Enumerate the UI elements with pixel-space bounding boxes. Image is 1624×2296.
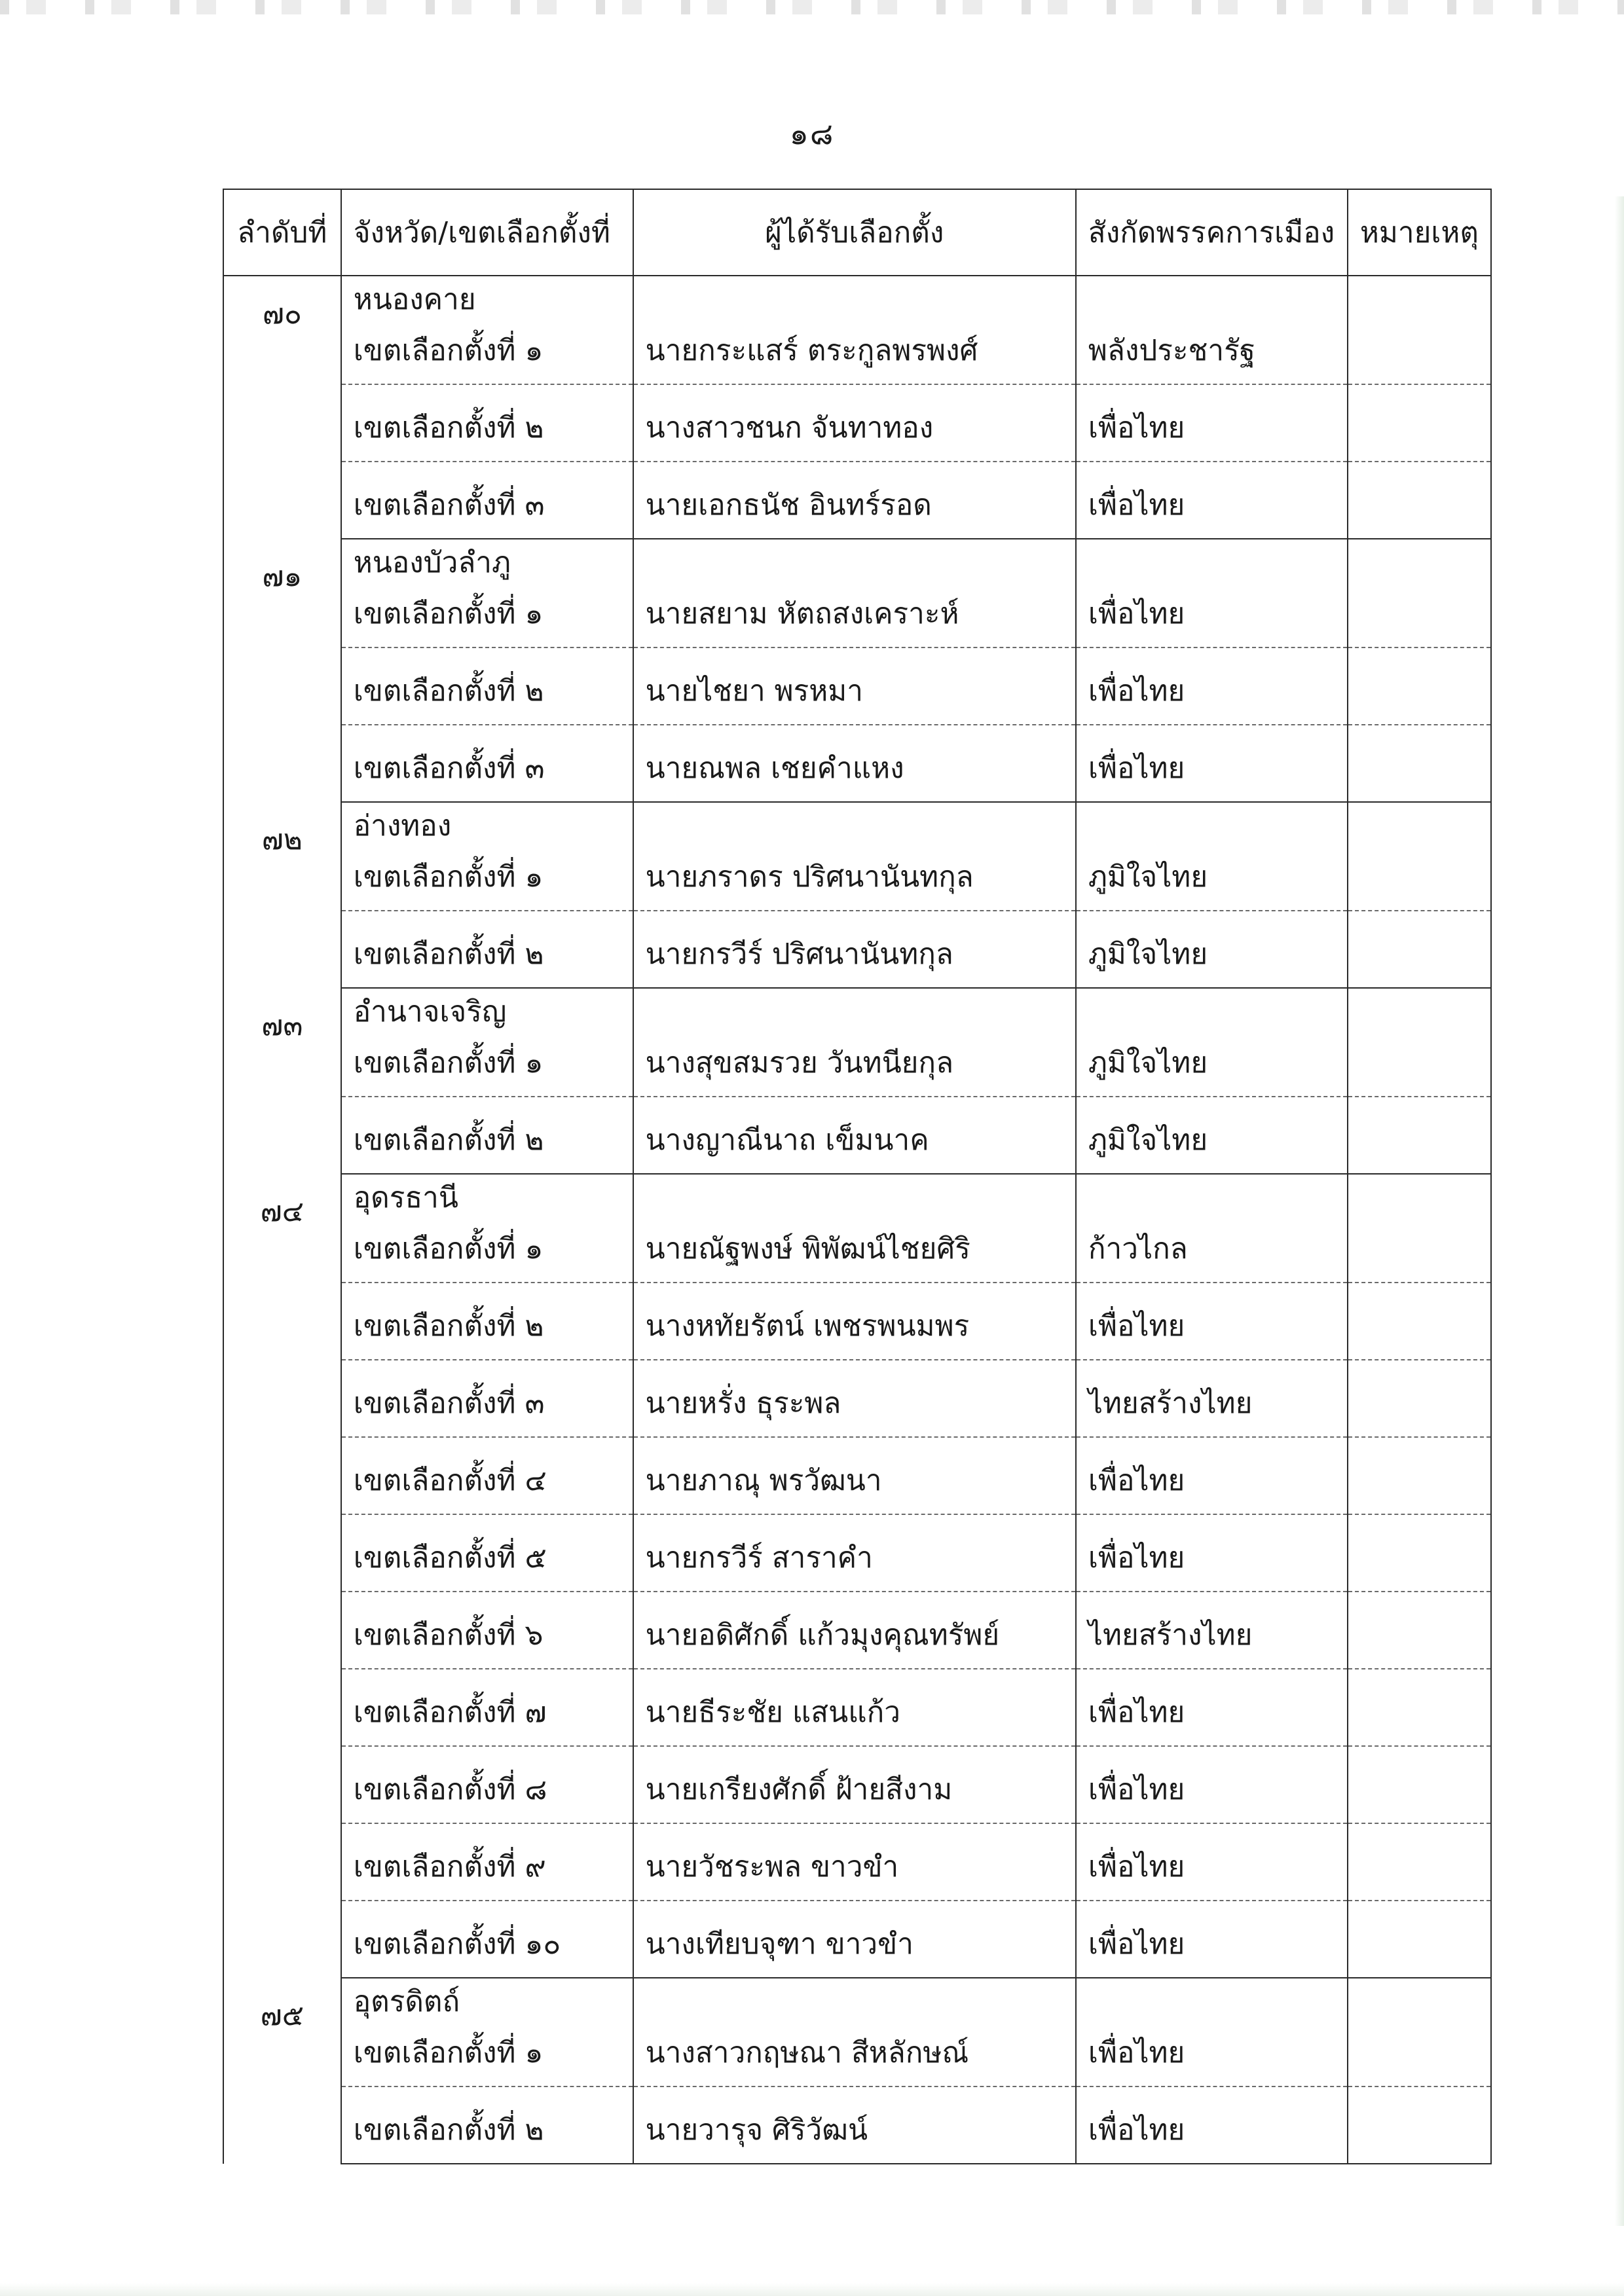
province-district-cell <box>341 1437 633 1514</box>
table-row <box>223 725 1491 802</box>
district-label: เขตเลือกตั้งที่ ๑ <box>353 860 544 894</box>
table-row <box>223 2086 1491 2164</box>
district-label: เขตเลือกตั้งที่ ๒ <box>353 411 544 445</box>
scan-edge-top <box>0 0 1624 14</box>
province-district-cell <box>341 1746 633 1823</box>
elected-name: นายไชยา พรหมา <box>633 647 1076 725</box>
district-label: เขตเลือกตั้งที่ ๑ <box>353 1046 544 1080</box>
party-name: เพื่อไทย <box>1076 1823 1348 1901</box>
remark-cell <box>1348 725 1491 802</box>
district-label: เขตเลือกตั้งที่ ๓ <box>353 488 545 522</box>
remark-cell <box>1348 1746 1491 1823</box>
table-row <box>223 1283 1491 1360</box>
table-row <box>223 1174 1491 1283</box>
elected-name: นายสยาม หัตถสงเคราะห์ <box>633 539 1076 647</box>
remark-cell <box>1348 1978 1491 2086</box>
party-name: เพื่อไทย <box>1076 1669 1348 1746</box>
party-name: เพื่อไทย <box>1076 1901 1348 1978</box>
remark-cell <box>1348 276 1491 384</box>
elected-name: นางสาวกฤษณา สีหลักษณ์ <box>633 1978 1076 2086</box>
district-label: เขตเลือกตั้งที่ ๑๐ <box>353 1927 561 1961</box>
party-name: ไทยสร้างไทย <box>1076 1592 1348 1669</box>
table-row <box>223 384 1491 462</box>
header-elected: ผู้ได้รับเลือกตั้ง <box>633 189 1076 276</box>
province-district-cell <box>341 647 633 725</box>
table-row <box>223 1901 1491 1978</box>
elected-name: นายวัชระพล ขาวขำ <box>633 1823 1076 1901</box>
remark-cell <box>1348 1283 1491 1360</box>
province-district-cell <box>341 1360 633 1437</box>
province-district-cell <box>341 2086 633 2164</box>
elected-name: นางสุขสมรวย วันทนียกุล <box>633 988 1076 1097</box>
table-row <box>223 1360 1491 1437</box>
party-name: เพื่อไทย <box>1076 1437 1348 1514</box>
elected-name: นายเกรียงศักดิ์ ฝ้ายสีงาม <box>633 1746 1076 1823</box>
remark-cell <box>1348 1514 1491 1592</box>
remark-cell <box>1348 1437 1491 1514</box>
remark-cell <box>1348 1901 1491 1978</box>
order-number: ๗๔ <box>223 1174 341 1978</box>
party-name: เพื่อไทย <box>1076 1746 1348 1823</box>
party-name: ก้าวไกล <box>1076 1174 1348 1283</box>
elected-name: นายกรวีร์ ปริศนานันทกุล <box>633 911 1076 988</box>
remark-cell <box>1348 462 1491 539</box>
table-row <box>223 802 1491 911</box>
elected-name: นายวารุจ ศิริวัฒน์ <box>633 2086 1076 2164</box>
remark-cell <box>1348 384 1491 462</box>
district-label: เขตเลือกตั้งที่ ๑ <box>353 2036 544 2069</box>
district-label: เขตเลือกตั้งที่ ๒ <box>353 2113 544 2147</box>
province-district-cell <box>341 384 633 462</box>
table-row <box>223 1097 1491 1174</box>
district-label: เขตเลือกตั้งที่ ๑ <box>353 597 544 630</box>
table-row <box>223 988 1491 1097</box>
page-number: ๑๘ <box>789 116 835 151</box>
remark-cell <box>1348 1360 1491 1437</box>
remark-cell <box>1348 1823 1491 1901</box>
province-district-cell <box>341 911 633 988</box>
elected-name: นางเทียบจุฑา ขาวขำ <box>633 1901 1076 1978</box>
province-name: อุดรธานี <box>353 1181 458 1214</box>
district-label: เขตเลือกตั้งที่ ๒ <box>353 938 544 971</box>
order-number: ๗๒ <box>223 802 341 988</box>
header-order: ลำดับที่ <box>223 189 341 276</box>
district-label: เขตเลือกตั้งที่ ๑ <box>353 1232 544 1266</box>
district-label: เขตเลือกตั้งที่ ๘ <box>353 1773 547 1806</box>
elected-name: นายณัฐพงษ์ พิพัฒน์ไชยศิริ <box>633 1174 1076 1283</box>
district-label: เขตเลือกตั้งที่ ๒ <box>353 1309 544 1343</box>
remark-cell <box>1348 988 1491 1097</box>
election-results-table <box>223 189 1492 2164</box>
order-number: ๗๕ <box>223 1978 341 2164</box>
elected-name: นายภาณุ พรวัฒนา <box>633 1437 1076 1514</box>
district-label: เขตเลือกตั้งที่ ๔ <box>353 1464 547 1497</box>
table-row <box>223 539 1491 647</box>
scan-edge-right <box>1615 196 1624 2226</box>
party-name: เพื่อไทย <box>1076 1978 1348 2086</box>
remark-cell <box>1348 1669 1491 1746</box>
table-row <box>223 911 1491 988</box>
header-remark: หมายเหตุ <box>1348 189 1491 276</box>
province-district-cell <box>341 1514 633 1592</box>
elected-name: นางหทัยรัตน์ เพชรพนมพร <box>633 1283 1076 1360</box>
party-name: เพื่อไทย <box>1076 1514 1348 1592</box>
remark-cell <box>1348 1592 1491 1669</box>
table-row <box>223 1514 1491 1592</box>
remark-cell <box>1348 539 1491 647</box>
province-name: หนองคาย <box>353 283 476 316</box>
scan-edge-bottom <box>0 2283 1624 2296</box>
province-district-cell <box>341 725 633 802</box>
province-district-cell <box>341 1669 633 1746</box>
province-district-cell <box>341 988 633 1097</box>
province-district-cell <box>341 1174 633 1283</box>
province-name: หนองบัวลำภู <box>353 546 511 579</box>
party-name: ภูมิใจไทย <box>1076 802 1348 911</box>
header-province: จังหวัด/เขตเลือกตั้งที่ <box>341 189 633 276</box>
party-name: เพื่อไทย <box>1076 725 1348 802</box>
district-label: เขตเลือกตั้งที่ ๕ <box>353 1541 547 1575</box>
province-district-cell <box>341 1283 633 1360</box>
elected-name: นายณพล เชยคำแหง <box>633 725 1076 802</box>
party-name: ภูมิใจไทย <box>1076 1097 1348 1174</box>
party-name: ภูมิใจไทย <box>1076 988 1348 1097</box>
table-body <box>223 276 1491 2164</box>
table-row <box>223 1669 1491 1746</box>
table-row <box>223 1437 1491 1514</box>
elected-name: นายหรั่ง ธุระพล <box>633 1360 1076 1437</box>
table-row <box>223 462 1491 539</box>
remark-cell <box>1348 802 1491 911</box>
elected-name: นายธีระชัย แสนแก้ว <box>633 1669 1076 1746</box>
table-row <box>223 1746 1491 1823</box>
elected-name: นายภราดร ปริศนานันทกุล <box>633 802 1076 911</box>
party-name: เพื่อไทย <box>1076 539 1348 647</box>
party-name: เพื่อไทย <box>1076 384 1348 462</box>
province-district-cell <box>341 1592 633 1669</box>
district-label: เขตเลือกตั้งที่ ๒ <box>353 674 544 708</box>
remark-cell <box>1348 647 1491 725</box>
party-name: พลังประชารัฐ <box>1076 276 1348 384</box>
province-district-cell <box>341 1901 633 1978</box>
province-name: อำนาจเจริญ <box>353 995 507 1029</box>
remark-cell <box>1348 1174 1491 1283</box>
elected-name: นางสาวชนก จันทาทอง <box>633 384 1076 462</box>
province-name: อ่างทอง <box>353 809 452 843</box>
elected-name: นางญาณีนาถ เข็มนาค <box>633 1097 1076 1174</box>
province-name: อุตรดิตถ์ <box>353 1985 460 2018</box>
party-name: เพื่อไทย <box>1076 647 1348 725</box>
district-label: เขตเลือกตั้งที่ ๖ <box>353 1618 544 1652</box>
party-name: เพื่อไทย <box>1076 1283 1348 1360</box>
table-row <box>223 1592 1491 1669</box>
elected-name: นายเอกธนัช อินทร์รอด <box>633 462 1076 539</box>
party-name: เพื่อไทย <box>1076 462 1348 539</box>
table-row <box>223 1823 1491 1901</box>
district-label: เขตเลือกตั้งที่ ๑ <box>353 334 544 367</box>
district-label: เขตเลือกตั้งที่ ๓ <box>353 1387 545 1420</box>
order-number: ๗๓ <box>223 988 341 1174</box>
remark-cell <box>1348 911 1491 988</box>
order-number: ๗๐ <box>223 276 341 539</box>
table-row <box>223 276 1491 384</box>
province-district-cell <box>341 1823 633 1901</box>
district-label: เขตเลือกตั้งที่ ๒ <box>353 1123 544 1157</box>
remark-cell <box>1348 1097 1491 1174</box>
district-label: เขตเลือกตั้งที่ ๗ <box>353 1696 547 1729</box>
table-row <box>223 647 1491 725</box>
district-label: เขตเลือกตั้งที่ ๓ <box>353 752 545 785</box>
province-district-cell <box>341 1097 633 1174</box>
elected-name: นายกระแสร์ ตระกูลพรพงศ์ <box>633 276 1076 384</box>
elected-name: นายกรวีร์ สาราคำ <box>633 1514 1076 1592</box>
province-district-cell <box>341 802 633 911</box>
party-name: เพื่อไทย <box>1076 2086 1348 2164</box>
order-number: ๗๑ <box>223 539 341 802</box>
remark-cell <box>1348 2086 1491 2164</box>
province-district-cell <box>341 462 633 539</box>
table-header-row <box>223 189 1491 276</box>
district-label: เขตเลือกตั้งที่ ๙ <box>353 1850 546 1884</box>
province-district-cell <box>341 276 633 384</box>
party-name: ไทยสร้างไทย <box>1076 1360 1348 1437</box>
header-party: สังกัดพรรคการเมือง <box>1076 189 1348 276</box>
province-district-cell <box>341 539 633 647</box>
province-district-cell <box>341 1978 633 2086</box>
elected-name: นายอดิศักดิ์ แก้วมุงคุณทรัพย์ <box>633 1592 1076 1669</box>
table-row <box>223 1978 1491 2086</box>
party-name: ภูมิใจไทย <box>1076 911 1348 988</box>
